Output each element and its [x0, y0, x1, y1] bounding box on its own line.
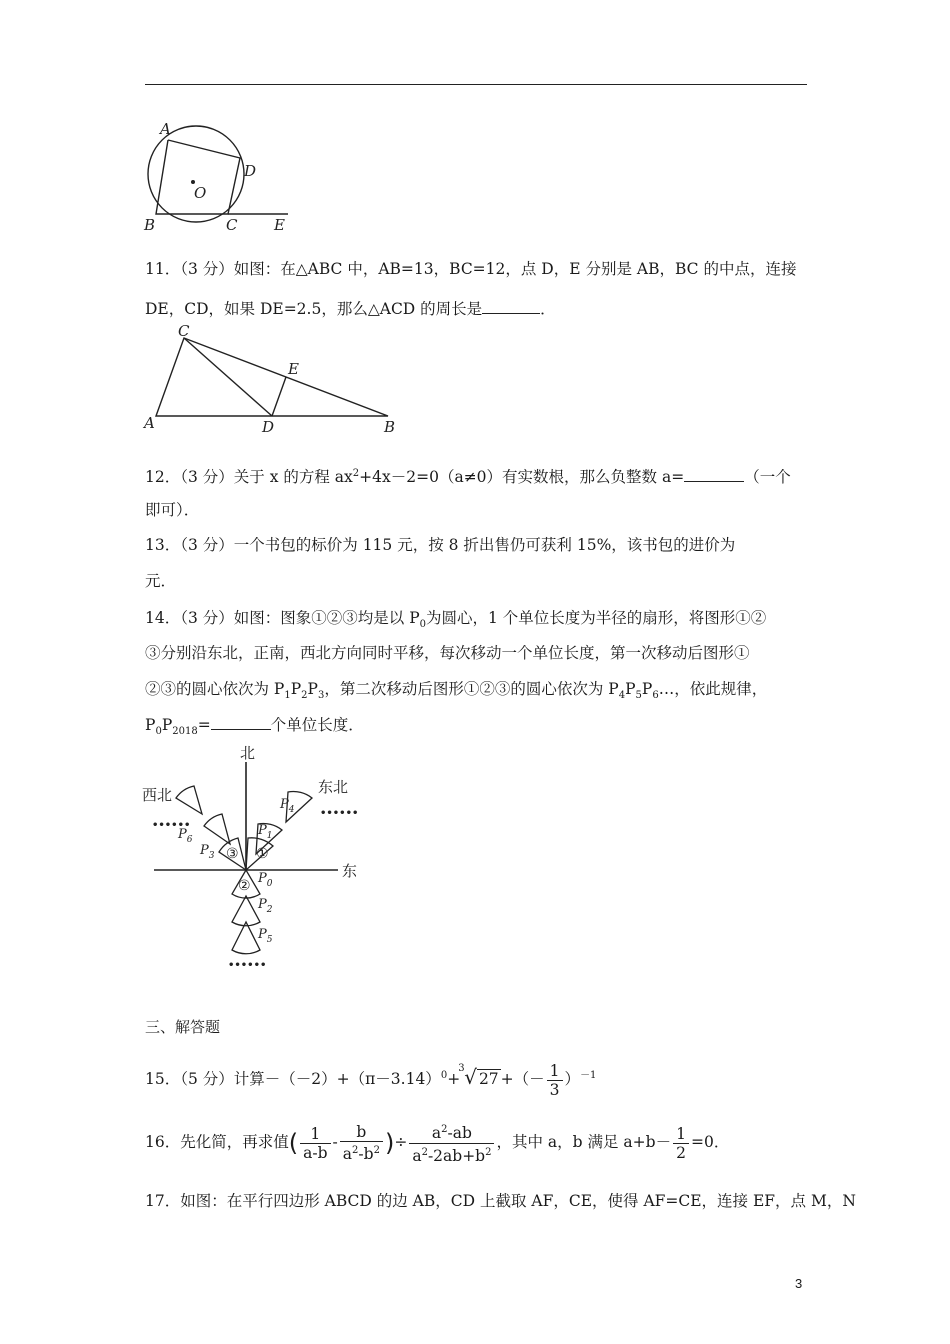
- q14-text: 为圆心，1 个单位长度为半径的扇形，将图形①②: [426, 609, 767, 627]
- q12-line1: [145, 463, 791, 488]
- label-P6: $P_6$: [178, 827, 193, 845]
- label-E: E: [274, 216, 285, 234]
- label-northeast: 东北: [318, 778, 349, 796]
- q14-sub: 0: [155, 726, 162, 738]
- dots-northeast: ••••••: [320, 808, 359, 819]
- radicand: 27: [478, 1070, 499, 1089]
- q15-sup: 0: [440, 1070, 448, 1081]
- label-northwest: 西北: [142, 786, 173, 804]
- q15-text: ）: [564, 1070, 581, 1089]
- q14-text: P: [145, 716, 156, 734]
- q11-answer-blank[interactable]: [482, 299, 540, 314]
- q12-line2: 即可）．: [145, 501, 200, 519]
- q16-t: -b: [358, 1145, 374, 1164]
- q14-sub: 2018: [172, 726, 198, 738]
- numerator: [409, 1121, 494, 1143]
- q15-text: +: [447, 1070, 461, 1089]
- sector-1-label: ①: [256, 846, 269, 862]
- fraction-3: [409, 1121, 494, 1164]
- fraction-half: [673, 1125, 689, 1162]
- q14-text: ②③的圆心依次为 P: [145, 680, 285, 698]
- label-east: 东: [342, 862, 358, 880]
- label-E: E: [288, 360, 299, 378]
- q16-t: a: [412, 1146, 422, 1165]
- q11-line1: 11．（3 分）如图：在△ABC 中，AB=13，BC=12，点 D，E 分别是 AB，BC 的中点，连接: [145, 260, 797, 278]
- label-C: C: [226, 216, 238, 234]
- label-D: D: [244, 162, 257, 180]
- q15-text: 15．（5 分）计算－（－2）+（π－3.14）: [145, 1070, 441, 1089]
- q14-sub: 3: [317, 690, 325, 702]
- label-O: O: [194, 184, 207, 202]
- q17-line1: 17．如图：在平行四边形 ABCD 的边 AB，CD 上截取 AF，CE，使得 AF=CE，连接 EF，点 M，N: [145, 1192, 856, 1210]
- denominator: 2: [676, 1143, 686, 1162]
- q12-answer-blank[interactable]: [684, 467, 744, 482]
- label-B: B: [384, 418, 396, 436]
- q16-t: -2ab+b: [427, 1146, 486, 1165]
- sector-2-label: ②: [238, 878, 251, 894]
- q14-text: ，第二次移动后图形①②③的圆心依次为 P: [324, 680, 619, 698]
- q14-text: 14．（3 分）如图：图象①②③均是以 P: [145, 609, 420, 627]
- denominator: 3: [549, 1080, 560, 1099]
- label-A: A: [144, 414, 155, 432]
- q14-line4: [145, 714, 364, 743]
- q14-text: =: [197, 716, 211, 734]
- figure-triangle-abc: [138, 322, 408, 438]
- sector-3-label: ③: [226, 846, 239, 862]
- q16-t: -ab: [447, 1124, 472, 1143]
- fraction-1: [300, 1125, 330, 1162]
- q16-sup: 2: [485, 1146, 492, 1158]
- q16-sup: 2: [421, 1146, 428, 1158]
- q14-line1: [145, 607, 766, 636]
- section-heading: 三、解答题: [145, 1018, 221, 1036]
- label-north: 北: [240, 744, 256, 762]
- q16-text: =0．: [690, 1133, 730, 1151]
- denominator: [340, 1142, 383, 1163]
- figure-compass-sectors: [140, 742, 380, 974]
- q16-t: a: [342, 1145, 353, 1164]
- q16-text: ，其中 a，b 满足 a+b－: [496, 1133, 672, 1151]
- q14-text: …，依此规律，: [658, 680, 768, 698]
- q16-t: a: [431, 1124, 442, 1143]
- q11-line2: [145, 298, 556, 320]
- numerator: 1: [673, 1125, 689, 1144]
- label-B: B: [144, 216, 156, 234]
- root-index: 3: [458, 1063, 465, 1075]
- q15-text: +（－: [500, 1070, 545, 1089]
- numerator: 1: [300, 1125, 330, 1144]
- q12-text-a: 12．（3 分）关于 x 的方程 ax: [145, 468, 353, 487]
- q12-exponent: 2: [352, 468, 360, 479]
- label-C: C: [178, 322, 190, 340]
- q14-text: P: [307, 680, 318, 698]
- q16-op: -: [332, 1133, 338, 1151]
- q14-line2: ③分别沿东北，正南，西北方向同时平移，每次移动一个单位长度，第一次移动后图形①: [145, 644, 750, 662]
- denominator: [409, 1144, 494, 1165]
- q14-sub: 4: [618, 690, 626, 702]
- page-number: 3: [795, 1276, 803, 1291]
- dots-northwest: ••••••: [152, 820, 191, 831]
- fraction-one-third: [547, 1062, 563, 1099]
- q14-line3: [145, 678, 767, 707]
- q14-text: P: [290, 680, 302, 698]
- q11-period: ．: [540, 300, 556, 318]
- q11-text: DE，CD，如果 DE=2.5，那么△ACD 的周长是: [145, 300, 483, 318]
- label-P5: $P_5$: [258, 927, 273, 945]
- label-P2: $P_2$: [258, 897, 273, 915]
- label-P3: $P_3$: [200, 843, 215, 861]
- figure-circle-quadrilateral: [138, 118, 298, 238]
- q13-line1: 13．（3 分）一个书包的标价为 115 元，按 8 折出售仍可获利 15%，该书包的进价为: [145, 536, 736, 554]
- fraction-2: [340, 1123, 383, 1163]
- q16-text: 16．先化简，再求值: [145, 1133, 289, 1151]
- q14-sub: 0: [419, 619, 426, 631]
- q16-op: ÷: [394, 1133, 408, 1151]
- q16-line: 16．先化简，再求值( $\frac{1}{a-b}$ - $\frac{b}{a^2-b^2}$ )÷ $\frac{a^2-ab}{a^2-2ab+b^2}$ ，其中 a，b 满足 a+b－ $\frac{1}{2}$ =0．: [145, 1122, 730, 1165]
- q14-sub: 2: [301, 690, 308, 702]
- q14-text: 个单位长度．: [270, 716, 364, 734]
- q12-text-c: （一个: [744, 468, 791, 487]
- q14-sub: 1: [284, 690, 291, 702]
- q14-text: P: [641, 680, 653, 698]
- numerator: b: [340, 1123, 383, 1142]
- label-P1: $P_1$: [258, 823, 273, 841]
- q14-answer-blank[interactable]: [211, 715, 271, 730]
- label-D: D: [262, 418, 275, 436]
- q16-sup: 2: [352, 1144, 359, 1156]
- label-A: A: [160, 120, 171, 138]
- cube-root: 3 √ 27: [460, 1059, 500, 1097]
- dots-south: ••••••: [228, 960, 267, 971]
- q14-text: P: [161, 716, 173, 734]
- q14-sub: 5: [635, 690, 642, 702]
- denominator: a-b: [303, 1143, 328, 1162]
- q15-line: [145, 1058, 596, 1099]
- label-P4: $P_4$: [280, 797, 295, 815]
- q12-text-b: +4x－2=0（a≠0）有实数根，那么负整数 a=: [359, 468, 685, 487]
- label-P0: $P_0$: [258, 871, 273, 889]
- q16-sup: 2: [373, 1144, 380, 1156]
- header-rule: [145, 84, 807, 85]
- q14-sub: 6: [652, 690, 659, 702]
- numerator: 1: [547, 1062, 563, 1081]
- q15-sup: －1: [580, 1070, 597, 1081]
- q14-text: P: [625, 680, 636, 698]
- q13-line2: 元．: [145, 572, 177, 590]
- q16-sup: 2: [441, 1124, 448, 1136]
